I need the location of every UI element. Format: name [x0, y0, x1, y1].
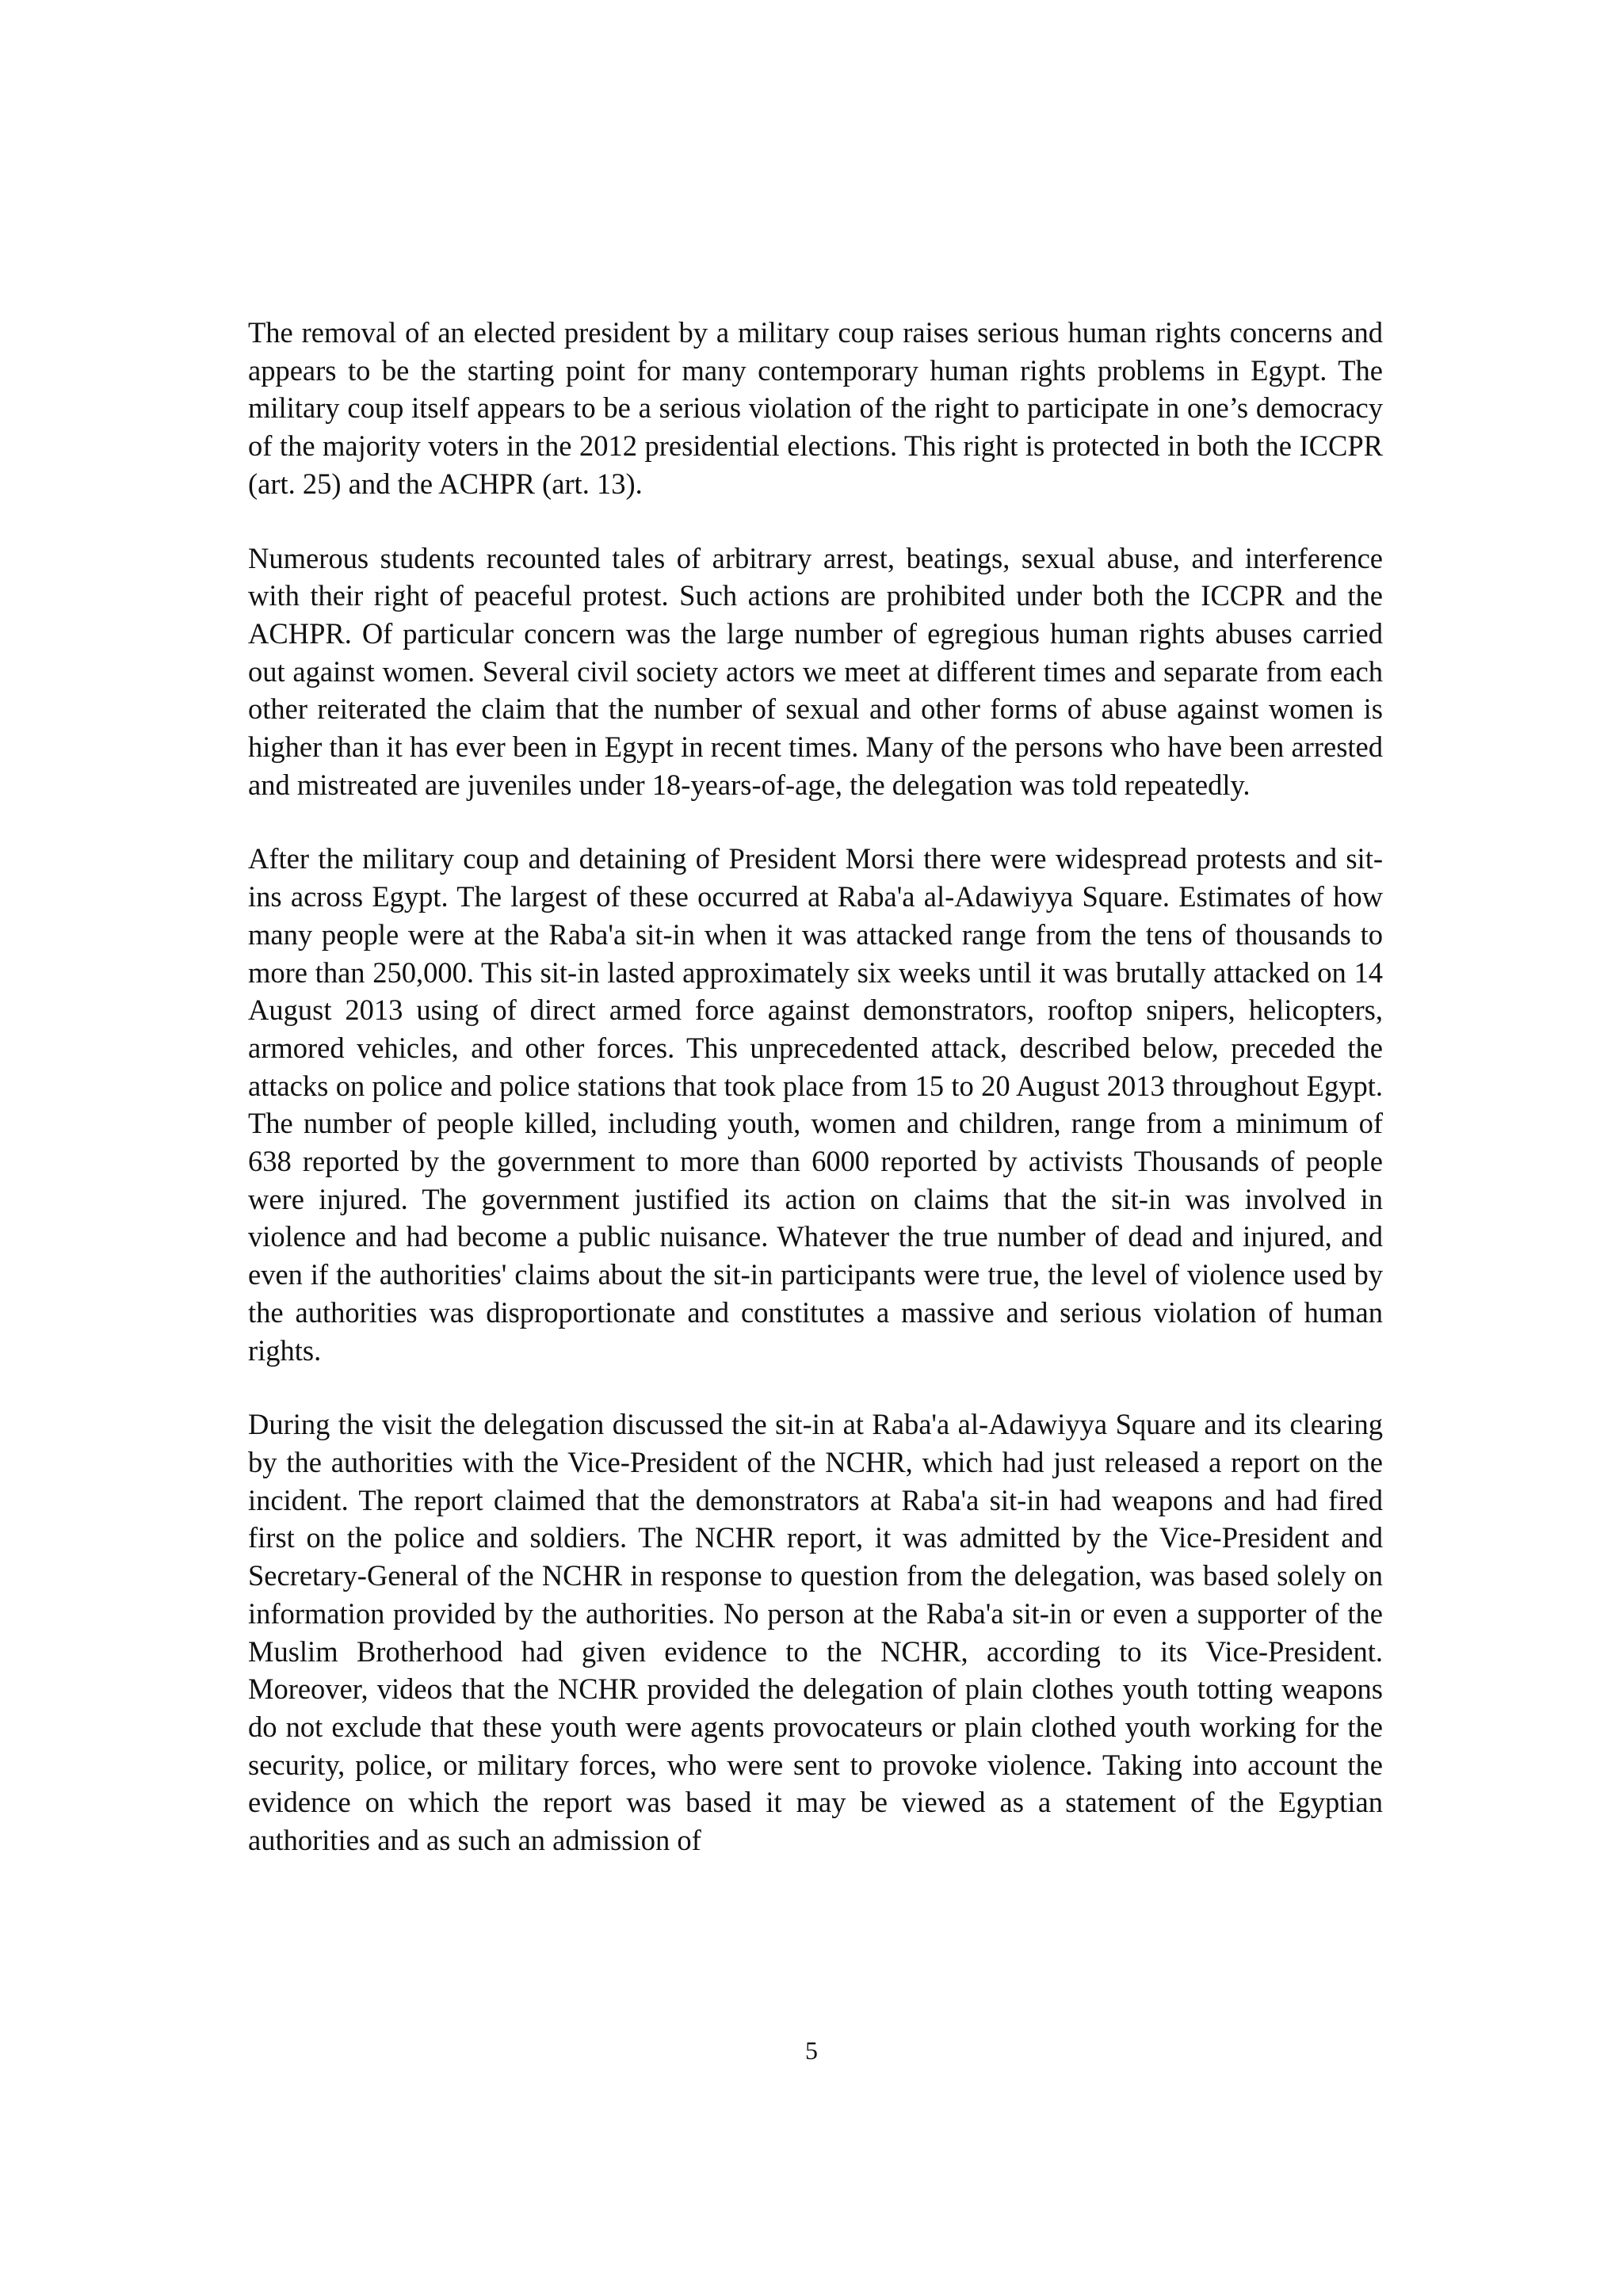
paragraph-rabaa-sit-in: After the military coup and detaining of President Morsi there were widespread protests and sit-ins across Egypt. The largest of these occurred at Raba'a al-Adawiyya Square. Estimates of how many people were at the Raba'a sit-in when it was attacked range from the tens of thousands to more than 250,000. This sit-in lasted approximately six weeks until it was brutally attacked on 14 August 2013 using of direct armed force against demonstrators, rooftop snipers, helicopters, armored vehicles, and other forces. This unprecedented attack, described below, preceded the attacks on police and police stations that took place from 15 to 20 August 2013 throughout Egypt. The number of people killed, including youth, women and children, range from a minimum of 638 reported by the government to more than 6000 reported by activists Thousands of people were injured. The government justified its action on claims that the sit-in was involved in violence and had become a public nuisance. Whatever the true number of dead and injured, and even if the authorities' claims about the sit-in participants were true, the level of violence used by the authorities was disproportionate and constitutes a massive and serious violation of human rights. — [248, 842, 1383, 1367]
document-body — [248, 314, 1383, 1896]
page-number: 5 — [805, 2036, 818, 2065]
paragraph-student-abuses: Numerous students recounted tales of arbitrary arrest, beatings, sexual abuse, and interference with their right of peaceful protest. Such actions are prohibited under both the ICCPR and the ACHPR. Of particular concern was the large number of egregious human rights abuses carried out against women. Several civil society actors we meet at different times and separate from each other reiterated the claim that the number of sexual and other forms of abuse against women is higher than it has ever been in Egypt in recent times. Many of the persons who have been arrested and mistreated are juveniles under 18-years-of-age, the delegation was told repeatedly. — [248, 541, 1383, 801]
paragraph-nchr-report: During the visit the delegation discussed the sit-in at Raba'a al-Adawiyya Square and its clearing by the authorities with the Vice-President of the NCHR, which had just released a report on the incident. The report claimed that the demonstrators at Raba'a sit-in had weapons and had fired first on the police and soldiers. The NCHR report, it was admitted by the Vice-President and Secretary-General of the NCHR in response to question from the delegation, was based solely on information provided by the authorities. No person at the Raba'a sit-in or even a supporter of the Muslim Brotherhood had given evidence to the NCHR, according to its Vice-President. Moreover, videos that the NCHR provided the delegation of plain clothes youth totting weapons do not exclude that these youth were agents provocateurs or plain clothed youth working for the security, police, or military forces, who were sent to provoke violence. Taking into account the evidence on which the report was based it may be viewed as a statement of the Egyptian authorities and as such an admission of — [248, 1408, 1383, 1857]
paragraph-coup-rights: The removal of an elected president by a military coup raises serious human rights concerns and appears to be the starting point for many contemporary human rights problems in Egypt. The military coup itself appears to be a serious violation of the right to participate in one’s democracy of the majority voters in the 2012 presidential elections. This right is protected in both the ICCPR (art. 25) and the ACHPR (art. 13). — [248, 316, 1383, 500]
